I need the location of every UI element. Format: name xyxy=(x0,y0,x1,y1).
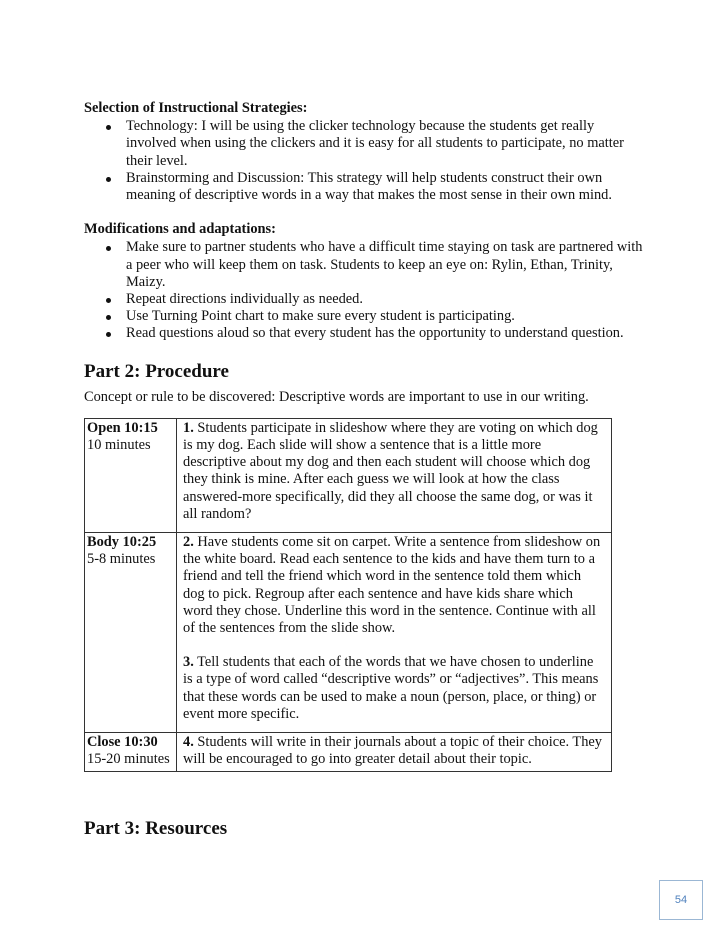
bullet-icon xyxy=(106,315,111,320)
step-number: 3. xyxy=(183,654,194,671)
step-cell xyxy=(177,533,612,733)
step-cell xyxy=(177,418,612,532)
list-item xyxy=(84,308,644,325)
step-number: 1. xyxy=(183,419,194,436)
time-cell xyxy=(85,533,177,733)
modifications-list xyxy=(84,239,644,342)
step-text: 4. Students will write in their journals about a topic of their choice. They will be encouraged to go into greater detail about their topic. xyxy=(183,734,602,768)
part3-title: Part 3: Resources xyxy=(84,817,228,839)
time-label: Open 10:15 xyxy=(87,419,158,436)
step-number: 4. xyxy=(183,734,194,751)
time-label: Close 10:30 xyxy=(87,734,158,751)
bullet-icon xyxy=(106,246,111,251)
procedure-table xyxy=(84,418,612,772)
document-page xyxy=(84,100,644,840)
table-row xyxy=(85,418,612,532)
concept-text: Concept or rule to be discovered: Descriptive words are important to use in our writing. xyxy=(84,388,589,405)
step-number: 2. xyxy=(183,534,194,551)
bullet-icon xyxy=(106,177,111,182)
page-number: 54 xyxy=(659,880,703,920)
time-label: Body 10:25 xyxy=(87,534,157,551)
list-item-text: Use Turning Point chart to make sure every student is participating. xyxy=(126,308,515,325)
list-item xyxy=(84,118,644,170)
bullet-icon xyxy=(106,125,111,130)
part2-title: Part 2: Procedure xyxy=(84,360,229,382)
time-cell xyxy=(85,418,177,532)
duration-label: 5-8 minutes xyxy=(87,551,156,568)
table-row xyxy=(85,533,612,733)
list-item xyxy=(84,325,644,342)
duration-label: 10 minutes xyxy=(87,437,151,454)
bullet-icon xyxy=(106,298,111,303)
list-item xyxy=(84,291,644,308)
strategies-list xyxy=(84,118,644,204)
modifications-heading: Modifications and adaptations: xyxy=(84,221,276,238)
list-item xyxy=(84,170,644,204)
list-item xyxy=(84,239,644,291)
step-text: 3. Tell students that each of the words that we have chosen to underline is a type of word called “descriptive words” or “adjectives”. This means that these words can be used to make a noun (person, place, or thing) or event more specific. xyxy=(183,654,599,722)
list-item-text: Read questions aloud so that every student has the opportunity to understand question. xyxy=(126,325,624,342)
bullet-icon xyxy=(106,332,111,337)
step-text: 2. Have students come sit on carpet. Write a sentence from slideshow on the white board. Read each sentence to the kids and have them turn to a friend and tell the friend which word in the sentence told them which dog to pick. Regroup after each sentence and have kids share which word they chose. Underline this word in the sentence. Continue with all of the sentences from the slide show. xyxy=(183,534,601,637)
list-item-text: Brainstorming and Discussion: This strategy will help students construct their own meaning of descriptive words in a way that makes the most sense in their own mind. xyxy=(126,169,612,204)
list-item-text: Make sure to partner students who have a difficult time staying on task are partnered with a peer who will keep them on task. Students to keep an eye on: Rylin, Ethan, Trinity, Maizy. xyxy=(126,239,643,290)
list-item-text: Repeat directions individually as needed. xyxy=(126,291,363,308)
table-row xyxy=(85,733,612,771)
step-cell xyxy=(177,733,612,771)
list-item-text: Technology: I will be using the clicker technology because the students get really involved when using the clickers and it is easy for all students to participate, no matter their level. xyxy=(126,118,624,169)
duration-label: 15-20 minutes xyxy=(87,751,170,768)
step-text: 1. Students participate in slideshow where they are voting on which dog is my dog. Each slide will show a sentence that is a little more descriptive about my dog and then each student will choose which dog they think is mine. After each guess we will look at how the class answered-more specifically, did they all choose the same dog, or was it all random? xyxy=(183,419,598,522)
strategies-heading: Selection of Instructional Strategies: xyxy=(84,100,308,116)
time-cell xyxy=(85,733,177,771)
